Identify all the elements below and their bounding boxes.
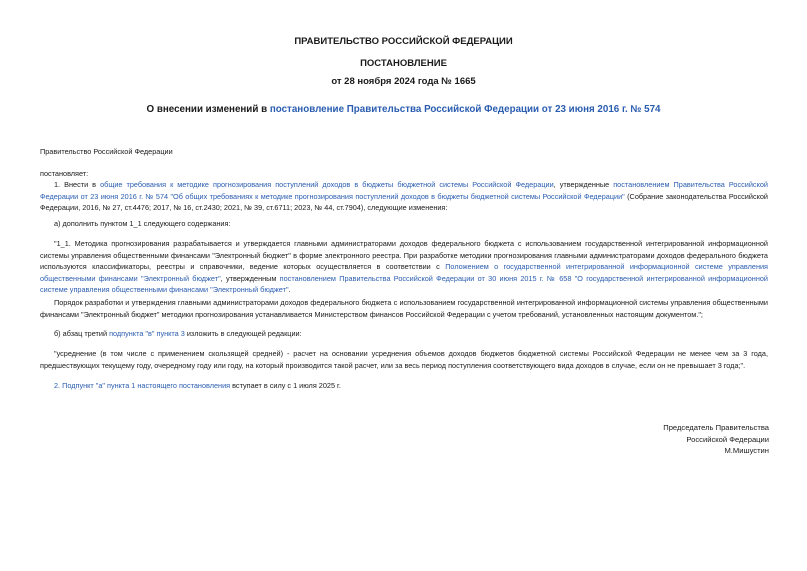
quote-text-a: "1_1. Методика прогнозирования разрабатывается и утверждается главными администраторами доходов федерального бюджета с использованием государственной интегрированной информационной системы управления общественными финансами "Электронный бюджет" в форме электронного реестра. При разработке методики прогнозирования главными администраторами доходов федерального бюджета используются классификаторы, реестры и справочники, ведение которых осуществляется в соответствии с — [40, 239, 768, 271]
general-requirements-link[interactable]: общие требования к методике прогнозирования поступлений доходов в бюджеты бюджетной системы Российской Федерации — [100, 180, 554, 189]
p2-text: вступает в силу с 1 июля 2025 г. — [230, 381, 341, 390]
point-3-link[interactable]: пункта 3 — [156, 329, 185, 338]
quote-text-b: , утвержденным — [220, 273, 280, 283]
date-number: от 28 ноября 2024 года № 1665 — [331, 76, 476, 87]
subparagraph-b — [40, 328, 768, 340]
issuer: Правительство Российской Федерации — [40, 147, 173, 156]
p1-text-a: 1. Внести в — [54, 180, 101, 189]
p1-text-c: (Собрание законодательства Российской Федерации, 2016, № 27, ст.4476; 2017, № 16, ст.2430; 2021, № 39, ст.6711; 2023, № 44, ст.7904), следующие изменения: — [40, 191, 768, 212]
subject-link[interactable]: постановление Правительства Российской Федерации от 23 июня 2016 г. № 574 — [269, 104, 661, 115]
subparagraph-a: а) дополнить пунктом 1_1 следующего содержания: — [54, 219, 231, 228]
decree-574-link[interactable]: постановлением Правительства Российской Федерации от 23 июня 2016 г. № 574 "Об общих требованиях к методике прогнозирования поступлений доходов в бюджеты бюджетной системы Российской Федерации" — [40, 180, 768, 201]
signature-position: Председатель Правительства — [663, 423, 769, 432]
doc-type-heading: ПОСТАНОВЛЕНИЕ — [360, 58, 447, 69]
subpoint-v-link[interactable]: подпункта "в" — [109, 329, 155, 338]
paragraph-2 — [40, 380, 768, 392]
paragraph-1 — [40, 179, 768, 214]
subpoint-a-link[interactable]: 2. Подпункт "а" пункта 1 настоящего постановления — [54, 381, 231, 390]
quote-procedure: Порядок разработки и утверждения главными администраторами доходов федерального бюджета с использованием государственной интегрированной информационной системы управления общественными финансами "Электронный бюджет" методики прогнозирования устанавливается Министерством финансов Российской Федерации с учетом требований, установленных настоящим документом."; — [40, 298, 768, 319]
p1-text-b: , утвержденные — [553, 180, 614, 189]
pb-text-a: б) абзац третий — [54, 329, 110, 338]
government-heading: ПРАВИТЕЛЬСТВО РОССИЙСКОЙ ФЕДЕРАЦИИ — [294, 36, 513, 47]
decree-658-link[interactable]: постановлением Правительства Российской Федерации от 30 июня 2015 г. № 658 "О государственной интегрированной информационной системе управления общественными финансами "Электронный бюджет" — [40, 273, 768, 294]
subject-prefix: О внесении изменений в — [146, 104, 270, 115]
document-subject — [40, 104, 767, 115]
quote-1-1 — [40, 238, 768, 296]
decree-word: постановляет: — [40, 169, 89, 178]
signature-name: М.Мишустин — [724, 446, 769, 455]
signature-block — [663, 422, 769, 457]
pb-text-c: изложить в следующей редакции: — [184, 329, 302, 338]
regulation-link[interactable]: Положением о государственной интегрированной информационной системе управления общественными финансами "Электронный бюджет" — [40, 262, 768, 283]
quote-averaging: "усреднение (в том числе с применением скользящей средней) - расчет на основании усреднения объемов доходов бюджетов бюджетной системы Российской Федерации не менее чем за 3 года, предшествующих текущему году, очередному году или году, на который производится такой расчет, или за весь период поступления соответствующего вида доходов в случае, если он не превышает 3 года;". — [40, 349, 768, 370]
quote-text-c: . — [288, 285, 291, 294]
signature-country: Российской Федерации — [686, 434, 769, 444]
